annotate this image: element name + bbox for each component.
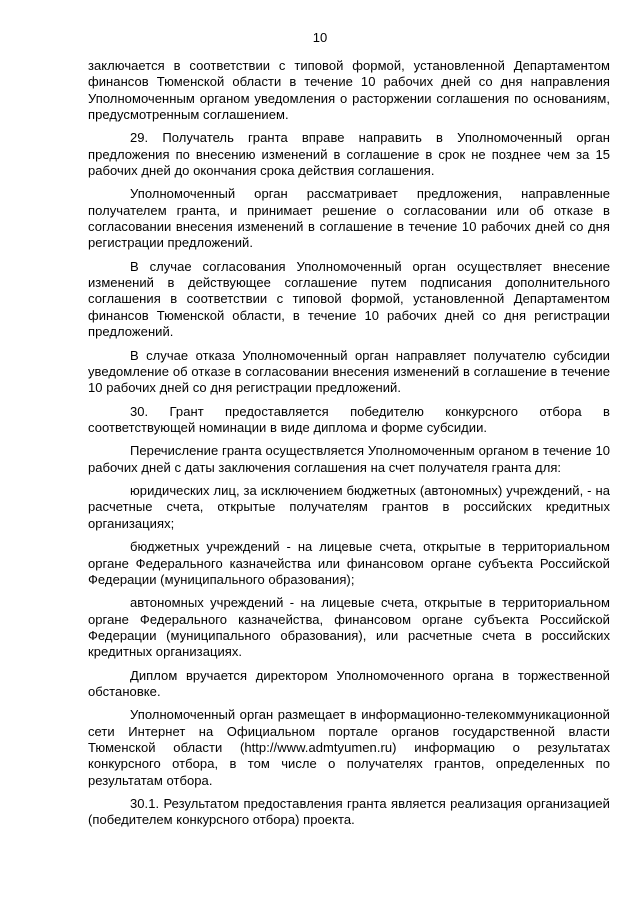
list-item-autonomous-institutions: автономных учреждений - на лицевые счета, открытые в территориальном органе Федерального казначейства, финансовом органе субъекта Российской Федерации (муниципального образования), или расчетные счета в российских кредитных организациях.: [88, 595, 610, 660]
paragraph-diploma: Диплом вручается директором Уполномоченного органа в торжественной обстановке.: [88, 667, 610, 699]
document-body: [88, 58, 610, 836]
paragraph-30-1: 30.1. Результатом предоставления гранта является реализация организацией (победителем конкурсного отбора) проекта.: [88, 796, 610, 828]
page-number: 10: [312, 30, 328, 45]
paragraph-publication: Уполномоченный орган размещает в информационно-телекоммуникационной сети Интернет на Официальном портале органов государственной власти Тюменской области (http://www.admtyumen.ru) информацию о результатах конкурсного отбора, в том числе о получателях грантов, определенных по результатам отбора.: [88, 707, 610, 788]
paragraph-approval-case: В случае согласования Уполномоченный орган осуществляет внесение изменений в действующее соглашение путем подписания дополнительного соглашения в соответствии с типовой формой, установленной Департаментом финансов Тюменской области, в течение 10 рабочих дней со дня регистрации предложений.: [88, 258, 610, 340]
list-item-budget-institutions: бюджетных учреждений - на лицевые счета, открытые в территориальном органе Федерального казначейства или финансовом органе субъекта Российской Федерации (муниципального образования);: [88, 539, 610, 587]
paragraph-continuation: заключается в соответствии с типовой формой, установленной Департаментом финансов Тюменской области в течение 10 рабочих дней со дня направления Уполномоченным органом уведомления о расторжении соглашения по основаниям, предусмотренным соглашением.: [88, 58, 610, 122]
paragraph-review-proposals: Уполномоченный орган рассматривает предложения, направленные получателем гранта, и принимает решение о согласовании или об отказе в согласовании внесения изменений в соглашение в течение 10 рабочих дней со дня регистрации предложений.: [88, 186, 610, 251]
paragraph-grant-transfer: Перечисление гранта осуществляется Уполномоченным органом в течение 10 рабочих дней с даты заключения соглашения на счет получателя гранта для:: [88, 443, 610, 475]
paragraph-30: 30. Грант предоставляется победителю конкурсного отбора в соответствующей номинации в виде диплома и форме субсидии.: [88, 403, 610, 435]
paragraph-refusal-case: В случае отказа Уполномоченный орган направляет получателю субсидии уведомление об отказе в согласовании внесения изменений в соглашение в течение 10 рабочих дней со дня регистрации предложений.: [88, 347, 610, 396]
list-item-legal-entities: юридических лиц, за исключением бюджетных (автономных) учреждений, - на расчетные счета, открытые получателям грантов в российских кредитных организациях;: [88, 483, 610, 531]
paragraph-29: 29. Получатель гранта вправе направить в Уполномоченный орган предложения по внесению изменений в соглашение в срок не позднее чем за 15 рабочих дней до окончания срока действия соглашения.: [88, 130, 610, 178]
